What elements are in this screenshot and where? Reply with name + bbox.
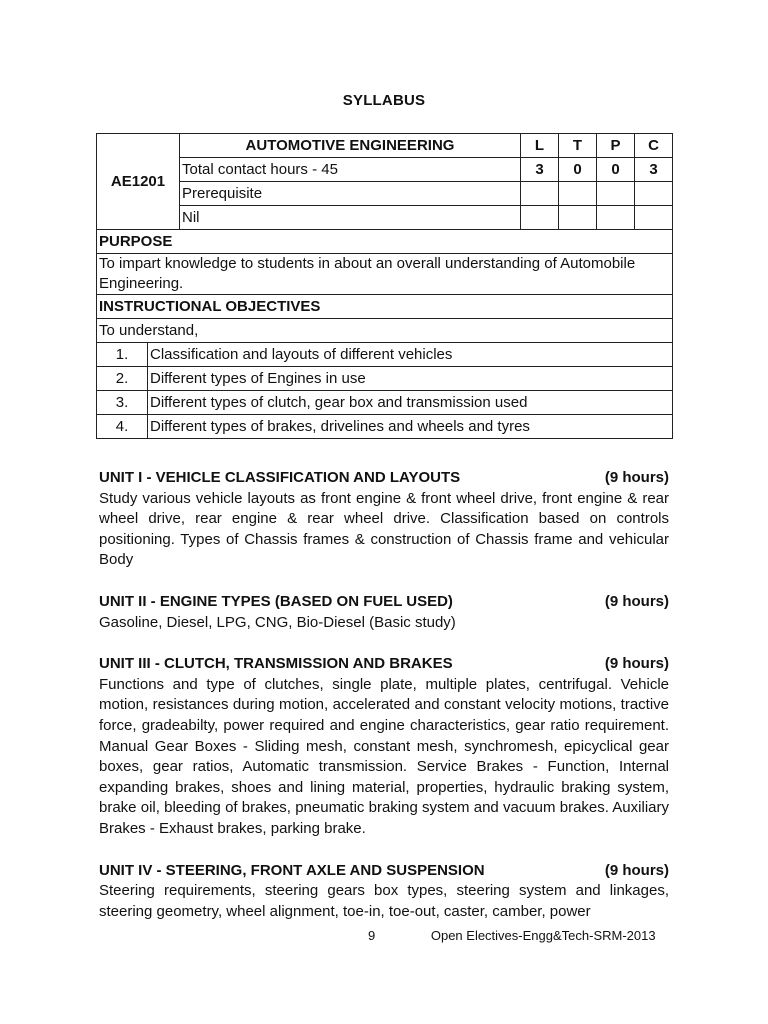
course-code: AE1201: [97, 134, 180, 230]
prerequisite-value: Nil: [180, 206, 521, 230]
unit-heading: [99, 592, 669, 613]
objective-item: [97, 391, 672, 414]
objective-item: [97, 415, 672, 438]
objectives-heading: INSTRUCTIONAL OBJECTIVES: [97, 295, 673, 319]
prerequisite-label: Prerequisite: [180, 182, 521, 206]
objective-text: Different types of clutch, gear box and transmission used: [150, 393, 528, 411]
ltpc-header-l: L: [521, 134, 559, 158]
objective-number: 2.: [97, 367, 148, 390]
page-title: SYLLABUS: [342, 92, 426, 109]
course-header-row: [97, 134, 673, 158]
unit-body: Study various vehicle layouts as front engine & front wheel drive, front engine & rear wheel drive, rear engine & rear wheel drive. Classification based on controls positioning. Types of Chassis frames & construction of Chassis frame and vehicular Body: [99, 489, 669, 569]
purpose-heading: PURPOSE: [97, 230, 673, 254]
ltpc-header-p: P: [597, 134, 635, 158]
objective-row: [97, 415, 673, 439]
course-name: AUTOMOTIVE ENGINEERING: [180, 134, 521, 158]
unit-hours: (9 hours): [604, 655, 669, 673]
unit-body: Steering requirements, steering gears box types, steering system and linkages, steering geometry, wheel alignment, toe-in, toe-out, caster, camber, power: [99, 882, 669, 920]
contact-hours-row: [97, 158, 673, 182]
unit-hours: (9 hours): [604, 592, 669, 610]
objective-item: [97, 343, 672, 366]
objective-text: Classification and layouts of different vehicles: [150, 345, 453, 363]
unit-2: [99, 592, 669, 633]
ltpc-header-t: T: [559, 134, 597, 158]
objectives-heading-row: [97, 295, 673, 319]
objective-row: [97, 367, 673, 391]
purpose-text: To impart knowledge to students in about an overall understanding of Automobile Engineering.: [97, 254, 673, 295]
contact-hours: Total contact hours - 45: [180, 158, 521, 182]
page-footer: [368, 928, 656, 943]
objective-number: 3.: [97, 391, 148, 414]
unit-1: [99, 468, 669, 571]
ltpc-value-l: 3: [521, 158, 559, 182]
unit-heading: [99, 468, 669, 489]
prerequisite-value-row: [97, 206, 673, 230]
objectives-intro-row: [97, 319, 673, 343]
objectives-list: [97, 343, 672, 366]
objective-row: [97, 343, 673, 367]
unit-title: UNIT IV - STEERING, FRONT AXLE AND SUSPENSION: [99, 861, 485, 879]
unit-body: Functions and type of clutches, single plate, multiple plates, centrifugal. Vehicle motion, resistances during motion, accelerated and constant velocity motions, tractive force, gradeabilty, power required and engine characteristics, gear ratio requirement. Manual Gear Boxes - Sliding mesh, constant mesh, synchromesh, epicyclical gear boxes, gear ratios, Automatic transmission. Service Brakes - Function, Internal expanding brakes, shoes and lining material, properties, hydraulic braking system, brake oil, bleeding of brakes, pneumatic braking system and vacuum brakes. Auxiliary Brakes - Exhaust brakes, parking brake.: [99, 675, 669, 837]
purpose-text-row: [97, 254, 673, 295]
unit-heading: [99, 861, 669, 882]
unit-title: UNIT I - VEHICLE CLASSIFICATION AND LAYOUTS: [99, 469, 461, 486]
purpose-heading-row: [97, 230, 673, 254]
unit-title: UNIT II - ENGINE TYPES (BASED ON FUEL USED): [99, 592, 453, 610]
unit-hours: (9 hours): [604, 469, 669, 486]
objective-text: Different types of Engines in use: [150, 369, 366, 387]
unit-title: UNIT III - CLUTCH, TRANSMISSION AND BRAKES: [99, 655, 453, 673]
objective-text: Different types of brakes, drivelines and wheels and tyres: [150, 417, 530, 435]
ltpc-value-p: 0: [597, 158, 635, 182]
course-table: [96, 133, 673, 439]
unit-heading: [99, 654, 669, 675]
ltpc-value-t: 0: [559, 158, 597, 182]
objective-row: [97, 391, 673, 415]
objective-number: 4.: [97, 415, 148, 438]
unit-3: [99, 654, 669, 839]
objective-item: [97, 367, 672, 390]
objective-number: 1.: [97, 343, 148, 366]
unit-hours: (9 hours): [604, 861, 669, 879]
objectives-intro: To understand,: [97, 319, 673, 343]
footer-text: Open Electives-Engg&Tech-SRM-2013: [430, 928, 656, 943]
ltpc-header-c: C: [635, 134, 673, 158]
unit-4: [99, 861, 669, 923]
page-number: 9: [368, 928, 376, 943]
ltpc-value-c: 3: [635, 158, 673, 182]
unit-body: Gasoline, Diesel, LPG, CNG, Bio-Diesel (Basic study): [99, 613, 456, 631]
prerequisite-row: [97, 182, 673, 206]
units-section: [99, 468, 669, 943]
